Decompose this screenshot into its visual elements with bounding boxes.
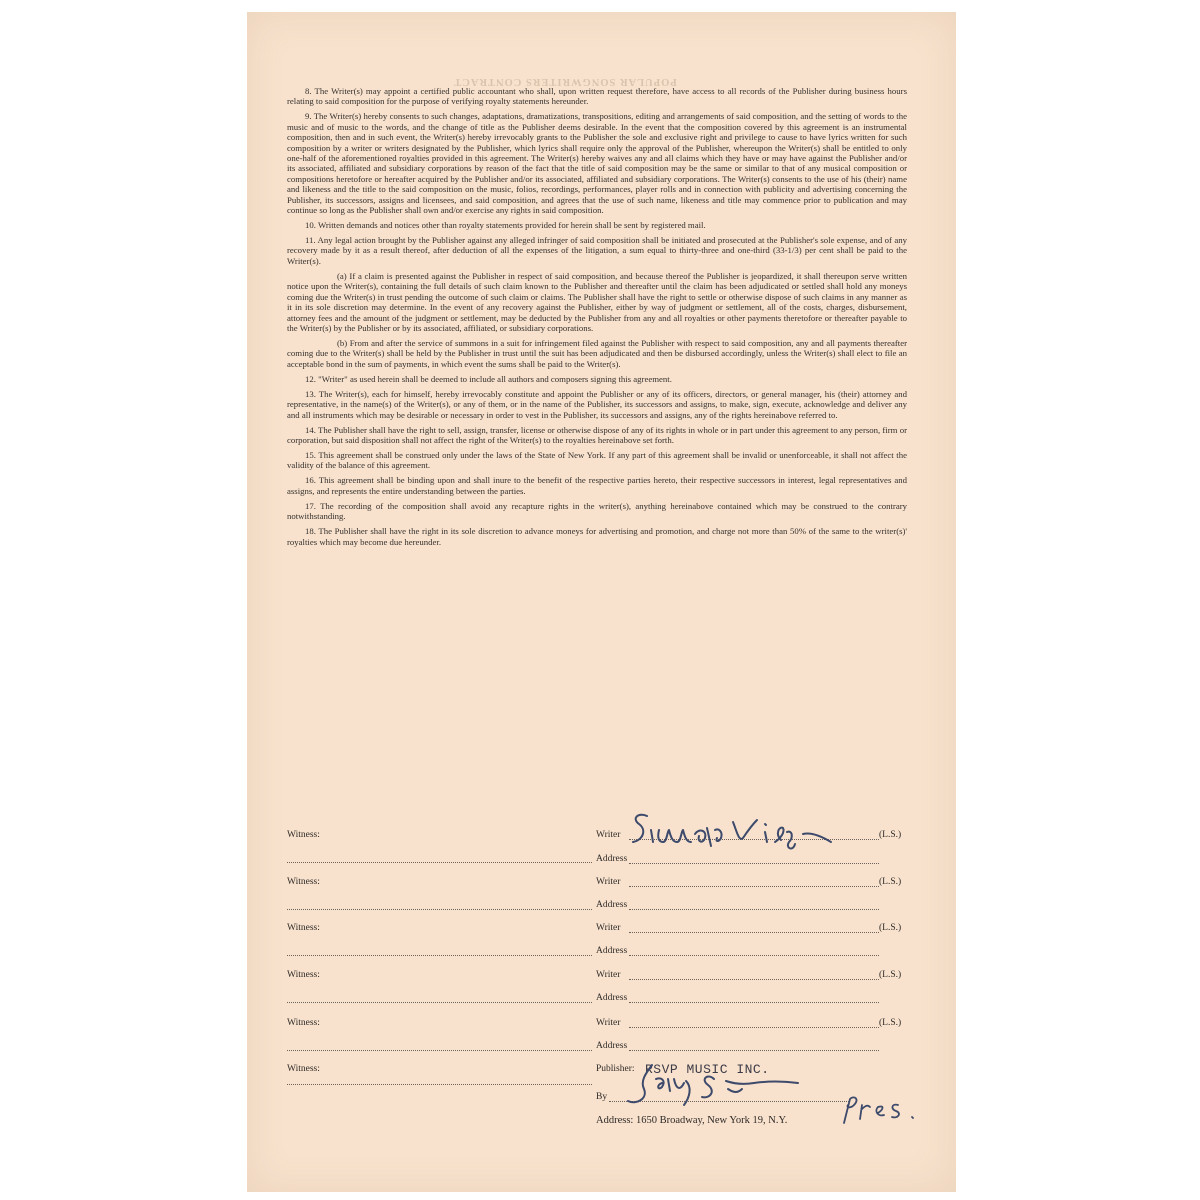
witness-label: Witness: [287, 877, 320, 887]
witness-line [287, 1084, 592, 1085]
address-label: Address [596, 1041, 628, 1051]
witness-label: Witness: [287, 923, 320, 933]
contract-clauses [287, 86, 907, 552]
clause-11a: (a) If a claim is presented against the Publisher in respect of said composition, and because thereof the Publisher is jeopardized, it shall thereupon serve written notice upon the Writer(s), containing the full details of such claim known to the Publisher and thereafter until the claim has been adjudicated or settled shall hold any moneys coming due the Writer(s) in trust pending the outcome of such claim or claims. The Publisher shall have the right to settle or otherwise dispose of such claims in any manner as it in its sole discretion may determine. In the event of any recovery against the Publisher, either by way of judgment or settlement, all of the costs, charges, disbursement, attorney fees and the amount of the judgment or settlement, may be deducted by the Publisher from any and all royalties or other payments theretofore or thereafter payable to the Writer(s) by the Publisher or by its associated, affiliated, or subsidiary corporations. [287, 270, 907, 333]
address-label: Address [596, 854, 628, 864]
writer-line [629, 979, 879, 980]
publisher-signature [622, 1059, 932, 1129]
writer-label: Writer [596, 970, 621, 980]
writer-label: Writer [596, 1018, 621, 1028]
witness-line [287, 862, 592, 863]
clause-11: 11. Any legal action brought by the Publisher against any alleged infringer of said composition shall be initiated and prosecuted at the Publisher's sole expense, and of any recovery made by it as a result thereof, after deduction of all the expenses of the litigation, a sum equal to thirty-three and one-third (33-1/3) per cent shall be paid to the Writer(s). [287, 235, 907, 266]
publisher-label: Publisher: [596, 1064, 635, 1074]
faded-header: POPULAR SONGWRITERS CONTRACT [453, 76, 677, 87]
signature-row [287, 877, 907, 901]
signature-row [287, 923, 907, 947]
witness-label: Witness: [287, 970, 320, 980]
witness-line [287, 909, 592, 910]
address-line [629, 1002, 879, 1003]
signature-block [287, 830, 907, 1190]
witness-label: Witness: [287, 1064, 320, 1074]
clause-18: 18. The Publisher shall have the right in its sole discretion to advance moneys for advertising and promotion, and charge not more than 50% of the same to the writer(s)' royalties which may become due hereunder. [287, 526, 907, 547]
address-label: Address [596, 993, 628, 1003]
ls-label: (L.S.) [879, 830, 902, 840]
witness-label: Witness: [287, 830, 320, 840]
clause-13: 13. The Writer(s), each for himself, hereby irrevocably constitute and appoint the Publisher or any of its officers, directors, or general manager, his (their) attorney and representative, in the name(s) of the Writer(s), or any of them, or in the name of the Publisher, its successors and assigns, to make, sign, execute, acknowledge and deliver any and all instruments which may be desirable or necessary in order to vest in the Publisher, its successors and assigns, any of the rights hereinabove referred to. [287, 388, 907, 420]
publisher-address: Address: 1650 Broadway, New York 19, N.Y. [596, 1115, 788, 1126]
address-line [629, 909, 879, 910]
clause-17: 17. The recording of the composition shall avoid any recapture rights in the writer(s), anything hereinabove contained which may be construed to the contrary notwithstanding. [287, 500, 907, 522]
by-label: By [596, 1092, 608, 1102]
address-label: Address [596, 946, 628, 956]
writer-line [629, 932, 879, 933]
writer-label: Writer [596, 830, 621, 840]
witness-label: Witness: [287, 1018, 320, 1028]
clause-8: 8. The Writer(s) may appoint a certified public accountant who shall, upon written request therefore, have access to all records of the Publisher during business hours relating to said composition for the purpose of verifying royalty statements hereunder. [287, 86, 907, 107]
address-line [629, 955, 879, 956]
witness-line [287, 1050, 592, 1051]
witness-line [287, 1002, 592, 1003]
clause-10: 10. Written demands and notices other than royalty statements provided for herein shall be sent by registered mail. [305, 220, 706, 231]
ls-label: (L.S.) [879, 877, 902, 887]
writer-line [629, 1027, 879, 1028]
clause-9: 9. The Writer(s) hereby consents to such changes, adaptations, dramatizations, transpositions, editing and arrangements of said composition, and the setting of words to the music and of music to the words, and the change of title as the Publisher deems desirable. In the event that the composition covered by this agreement is an instrumental composition, then and in such event, the Writer(s) hereby irrevocably grants to the Publisher the sole and exclusive right and privilege to cause to have lyrics written for such composition by a writer or writers designated by the Publisher, which lyrics shall require only the approval of the Publisher, whereupon the Writer(s) shall be entitled to only one-half of the aforementioned royalties provided in this agreement. The Writer(s) hereby waives any and all claims which they have or may have against the Publisher and/or its associated, affiliated and subsidiary corporations by reason of the fact that the title of said composition may be the same or similar to that of any musical composition or compositions heretofore or hereafter acquired by the Publisher and/or its associated, affiliated and subsidiary corporations. The Writer(s) consents to the use of his (their) name and likeness and the title to the said composition on the music, folios, recordings, performances, player rolls and in connection with publicity and advertising concerning the Publisher, its successors, assigns and licensees, and said composition, and agrees that the use of such name, likeness and title may commence prior to publication and may continue so long as the Publisher shall own and/or exercise any rights in said composition. [287, 111, 907, 216]
address-line [629, 863, 879, 864]
address-line [629, 1050, 879, 1051]
ls-label: (L.S.) [879, 923, 902, 933]
ls-label: (L.S.) [879, 1018, 902, 1028]
writer-line [629, 886, 879, 887]
clause-16: 16. This agreement shall be binding upon and shall inure to the benefit of the respective parties hereto, their respective successors in interest, legal representatives and assigns, and represents the entire understanding between the parties. [287, 475, 907, 496]
clause-11b: (b) From and after the service of summons in a suit for infringement filed against the Publisher with respect to said composition, any and all payments thereafter coming due to the Writer(s) shall be held by the Publisher in trust until the suit has been adjudicated and then be disbursed accordingly, unless the Writer(s) shall elect to file an acceptable bond in the sum of payments, in which event the sums shall be paid to the Writer(s). [287, 337, 907, 369]
clause-14: 14. The Publisher shall have the right to sell, assign, transfer, license or otherwise dispose of any of its rights in whole or in part under this agreement to any person, firm or corporation, but said disposition shall not affect the right of the Writer(s) to the royalties hereinabove set forth. [287, 424, 907, 445]
publisher-name-stamp: RSVP MUSIC INC. [645, 1062, 770, 1077]
clause-15: 15. This agreement shall be construed only under the laws of the State of New York. If any part of this agreement shall be invalid or unenforceable, it shall not affect the validity of the balance of this agreement. [287, 449, 907, 471]
clause-12: 12. "Writer" as used herein shall be deemed to include all authors and composers signing this agreement. [305, 373, 672, 384]
witness-line [287, 955, 592, 956]
writer-label: Writer [596, 877, 621, 887]
ls-label: (L.S.) [879, 970, 902, 980]
signature-row [287, 970, 907, 994]
writer-signature [625, 808, 865, 858]
signature-row [287, 1018, 907, 1042]
address-label: Address [596, 900, 628, 910]
writer-label: Writer [596, 923, 621, 933]
